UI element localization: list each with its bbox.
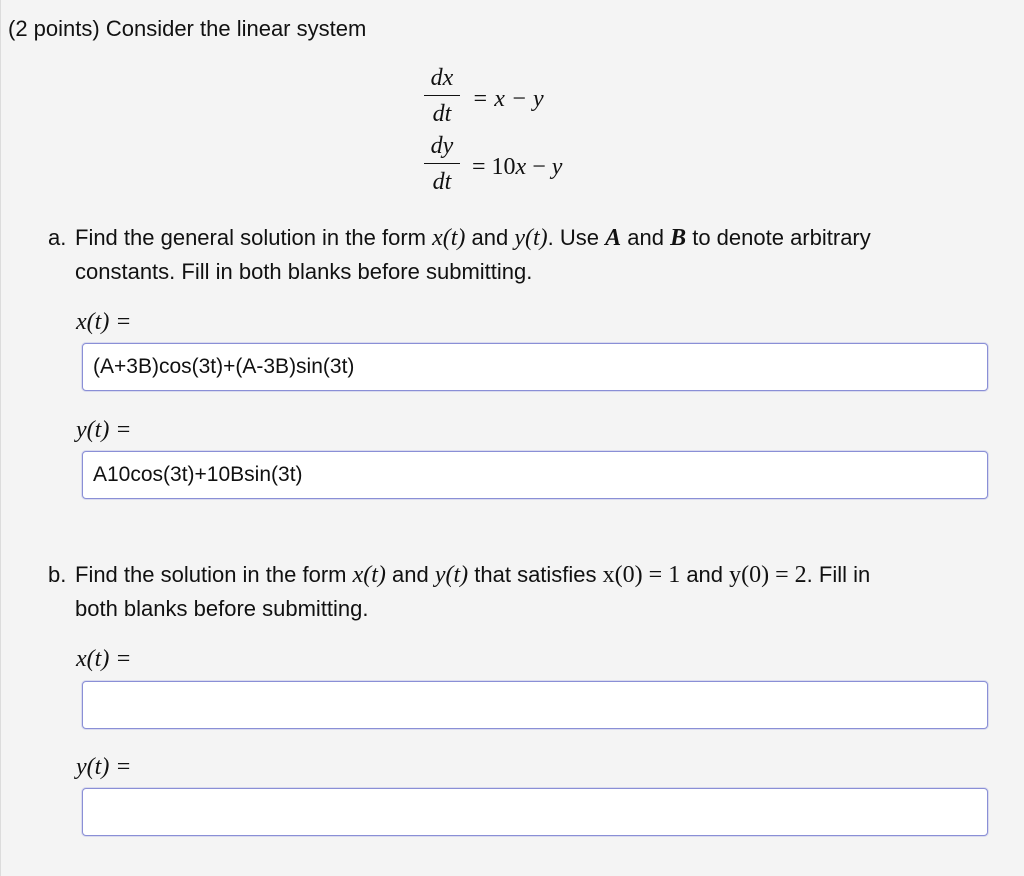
dy-dt-fraction	[422, 132, 462, 196]
part-b-y-label: y(t) =	[76, 754, 132, 780]
rhs-y: y	[551, 154, 563, 180]
fraction-denominator: dt	[432, 101, 452, 127]
part-a-x-label: x(t) =	[76, 309, 132, 335]
prompt-text: Find the general solution in the form	[75, 225, 433, 250]
prompt-text: and	[385, 562, 435, 587]
part-b-prompt	[48, 558, 978, 625]
part-a-y-input[interactable]	[82, 451, 988, 499]
prompt-text: and	[680, 562, 730, 587]
prompt-text: and	[621, 225, 671, 250]
points-label: (2 points)	[8, 16, 100, 41]
math-condition-y: y(0) = 2	[729, 562, 807, 588]
equation-1-rhs	[472, 86, 544, 113]
rhs-minus: −	[526, 154, 552, 180]
math-A: A	[605, 225, 622, 251]
math-xt: x(t)	[352, 562, 386, 588]
fraction-denominator: dt	[432, 169, 452, 195]
question-title: Consider the linear system	[105, 16, 367, 41]
fraction-bar	[424, 163, 460, 164]
rhs-x: x	[515, 154, 527, 180]
dx-dt-fraction	[422, 64, 462, 128]
fraction-bar	[424, 95, 460, 96]
part-b-x-label: x(t) =	[76, 646, 132, 672]
prompt-text: that satisfies	[468, 562, 603, 587]
part-b-x-input[interactable]	[82, 681, 988, 729]
part-a-prompt	[48, 221, 978, 288]
fraction-numerator: dx	[430, 65, 454, 91]
math-yt: y(t)	[514, 225, 548, 251]
prompt-text: Find the solution in the form	[75, 562, 353, 587]
part-b-marker: b.	[48, 562, 67, 587]
prompt-line-2: both blanks before submitting.	[75, 596, 369, 621]
math-B: B	[670, 225, 687, 251]
math-condition-x: x(0) = 1	[602, 562, 681, 588]
prompt-text: and	[465, 225, 515, 250]
prompt-text: . Use	[547, 225, 606, 250]
math-yt: y(t)	[434, 562, 469, 588]
rhs-text: = x − y	[472, 86, 544, 112]
prompt-text: to denote arbitrary	[686, 225, 871, 250]
rhs-coeff: = 10	[472, 154, 516, 180]
left-divider	[0, 0, 1, 876]
part-a-marker: a.	[48, 225, 67, 250]
part-a-x-input[interactable]	[82, 343, 988, 391]
part-b-y-input[interactable]	[82, 788, 988, 836]
prompt-text: . Fill in	[806, 562, 871, 587]
math-xt: x(t)	[432, 225, 466, 251]
question-header	[8, 14, 366, 44]
fraction-numerator: dy	[430, 133, 454, 159]
equation-2-rhs	[472, 154, 562, 181]
linear-system	[420, 64, 680, 204]
prompt-line-2: constants. Fill in both blanks before submitting.	[75, 259, 533, 284]
part-a-y-label: y(t) =	[76, 417, 132, 443]
